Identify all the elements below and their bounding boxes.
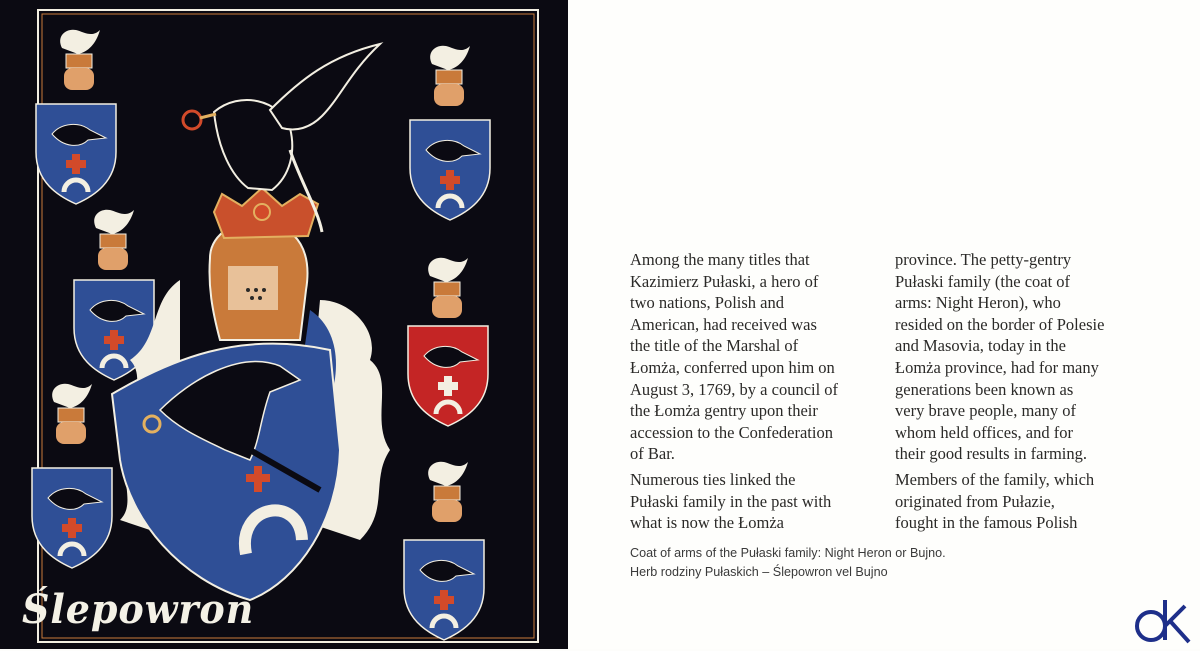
caption-english: Coat of arms of the Pułaski family: Night Heron or Bujno. xyxy=(630,546,946,560)
coat-of-arms-plate xyxy=(0,0,568,649)
small-shield-right-2 xyxy=(408,258,488,426)
small-shield-right-3 xyxy=(404,462,484,640)
paragraph: Members of the family, which originated from Pułazie, fought in the famous Polish xyxy=(895,469,1095,533)
small-shield-left-3 xyxy=(32,384,112,568)
figure-captions xyxy=(630,544,946,582)
dk-monogram-icon xyxy=(1133,596,1193,651)
coat-of-arms-illustration xyxy=(0,0,568,649)
text-column-right xyxy=(895,249,1145,534)
small-shield-right-1 xyxy=(410,46,490,220)
paragraph: province. The petty-gentry Pułaski family (the coat of arms: Night Heron), who resided on the border of Polesie and Masovia, today in the Łomża province, had for many generations been known as very brave people, many of whom held offices, and for their good results in farming. xyxy=(895,250,1105,464)
text-column-left xyxy=(630,249,880,534)
plate-title: Ślepowron xyxy=(22,586,255,633)
paragraph: Among the many titles that Kazimierz Pułaski, a hero of two nations, Polish and American, had received was the title of the Marshal of Łomża, conferred upon him on August 3, 1769, by a council of the Łomża gentry upon their accession to the Confederation of Bar. xyxy=(630,250,839,464)
small-shield-left-1 xyxy=(36,30,116,204)
paragraph: Numerous ties linked the Pułaski family in the past with what is now the Łomża xyxy=(630,469,832,533)
caption-polish: Herb rodziny Pułaskich – Ślepowron vel Bujno xyxy=(630,565,888,579)
